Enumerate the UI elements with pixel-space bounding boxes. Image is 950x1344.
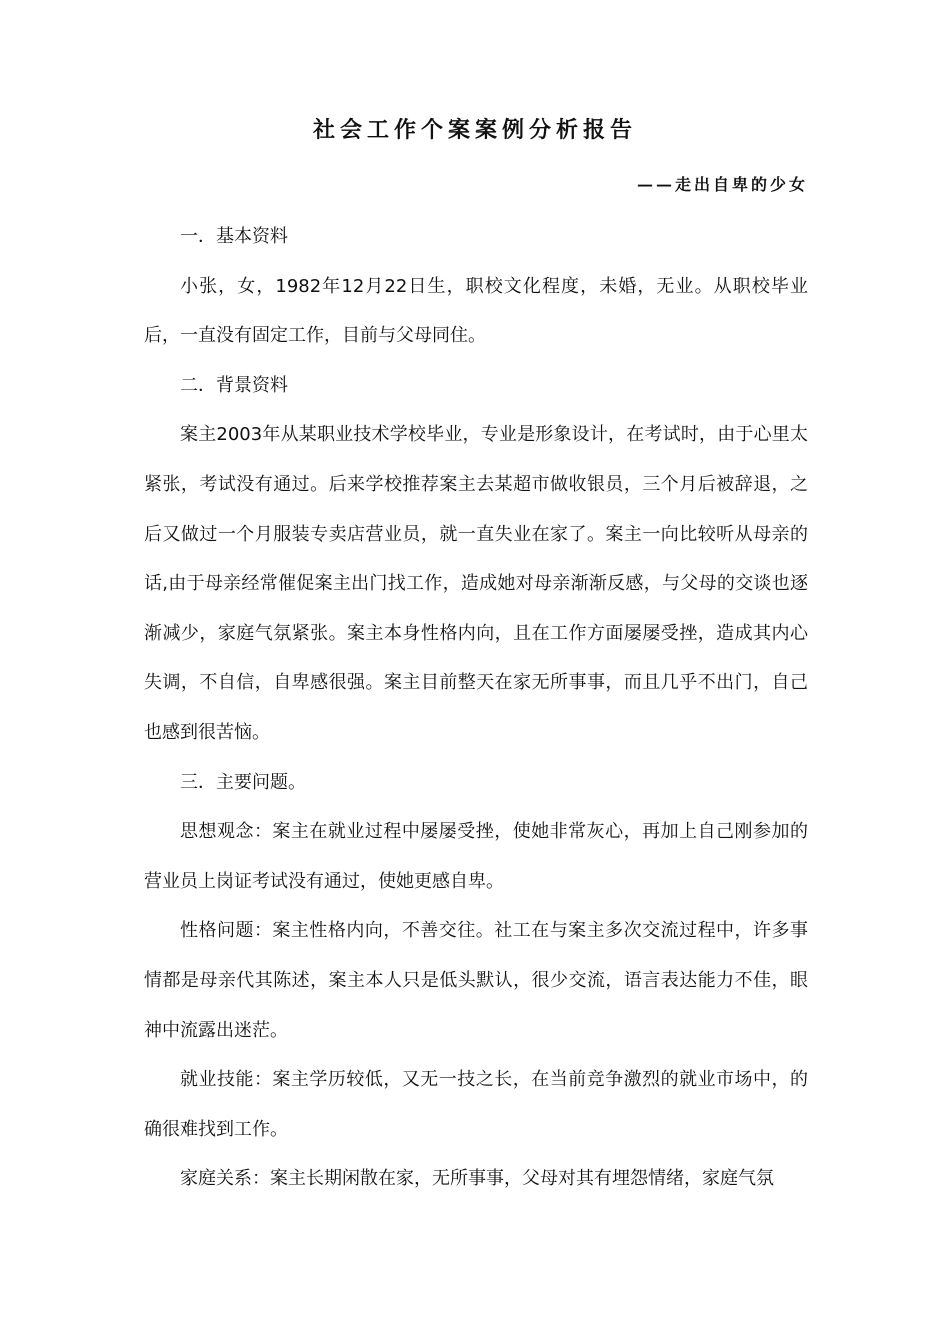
section-heading: 二．背景资料 (180, 374, 288, 396)
paragraph: 性格问题：案主性格内向，不善交往。社工在与案主多次交流过程中，许多事情都是母亲代其陈述，案主本人只是低头默认，很少交流，语言表达能力不佳，眼神中流露出迷茫。 (144, 920, 808, 1041)
paragraph: 小张，女，1982年12月22日生，职校文化程度，未婚，无业。从职校毕业后，一直没有固定工作，目前与父母同住。 (144, 275, 808, 347)
section-main-problems (144, 758, 808, 1204)
paragraph: 就业技能：案主学历较低，又无一技之长，在当前竞争激烈的就业市场中，的确很难找到工作。 (144, 1069, 808, 1140)
section-heading: 一．基本资料 (180, 226, 288, 247)
document-body (144, 212, 808, 1204)
paragraph: 案主2003年从某职业技术学校毕业，专业是形象设计，在考试时，由于心里太紧张，考试没有通过。后来学校推荐案主去某超市做收银员，三个月后被辞退，之后又做过一个月服装专卖店营业员，就一直失业在家了。案主一向比较听从母亲的话,由于母亲经常催促案主出门找工作，造成她对母亲渐渐反感，与父母的交谈也逐渐减少，家庭气氛紧张。案主本身性格内向，且在工作方面屡屡受挫，造成其内心失调，不自信，自卑感很强。案主目前整天在家无所事事，而且几乎不出门，自己也感到很苦恼。 (144, 424, 808, 743)
document-title: 社会工作个案案例分析报告 (312, 117, 637, 143)
section-heading: 三．主要问题。 (180, 771, 306, 793)
paragraph: 家庭关系：案主长期闲散在家，无所事事，父母对其有埋怨情绪，家庭气氛 (180, 1168, 774, 1190)
section-basic-info (144, 212, 808, 361)
document-subtitle: ——走出自卑的少女 (636, 175, 808, 194)
section-background (144, 361, 808, 758)
paragraph: 思想观念：案主在就业过程中屡屡受挫，使她非常灰心，再加上自己刚参加的营业员上岗证考试没有通过，使她更感自卑。 (144, 821, 808, 892)
